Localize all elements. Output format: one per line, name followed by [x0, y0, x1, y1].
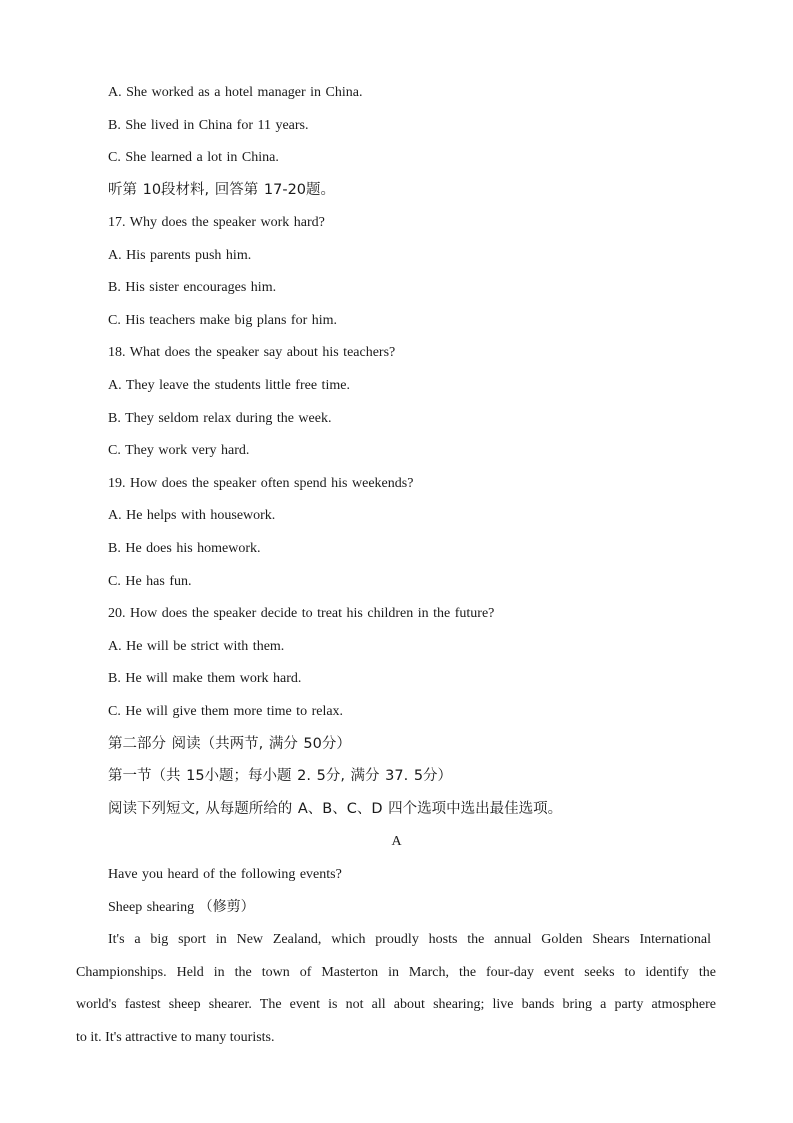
- option-18b: B. They seldom relax during the week.: [108, 411, 332, 426]
- option-18c: C. They work very hard.: [108, 443, 250, 458]
- option-19b: B. He does his homework.: [108, 541, 261, 556]
- part2-heading: 第二部分 阅读（共两节, 满分 50分）: [108, 736, 351, 752]
- option-17c: C. His teachers make big plans for him.: [108, 313, 338, 328]
- option-16b: B. She lived in China for 11 years.: [108, 118, 309, 133]
- option-17b: B. His sister encourages him.: [108, 280, 277, 295]
- paragraph-line-1: It's a big sport in New Zealand, which proudly hosts the annual Golden Shears International: [108, 932, 711, 947]
- option-17a: A. His parents push him.: [108, 248, 252, 263]
- option-16a: A. She worked as a hotel manager in China.: [108, 85, 363, 100]
- option-20c: C. He will give them more time to relax.: [108, 704, 344, 719]
- passage-intro: Have you heard of the following events?: [108, 867, 342, 882]
- reading-instruction: 阅读下列短文, 从每题所给的 A、B、C、D 四个选项中选出最佳选项。: [108, 801, 563, 817]
- option-19a: A. He helps with housework.: [108, 508, 276, 523]
- paragraph-line-2: Championships. Held in the town of Masterton in March, the four-day event seeks to identify the: [76, 965, 716, 980]
- option-19c: C. He has fun.: [108, 574, 192, 589]
- question-19: 19. How does the speaker often spend his weekends?: [108, 476, 414, 491]
- option-20a: A. He will be strict with them.: [108, 639, 285, 654]
- option-20b: B. He will make them work hard.: [108, 671, 302, 686]
- event-title: Sheep shearing （修剪）: [108, 900, 255, 915]
- paragraph-line-4: to it. It's attractive to many tourists.: [76, 1030, 275, 1045]
- question-20: 20. How does the speaker decide to treat his children in the future?: [108, 606, 495, 621]
- passage-letter: A: [391, 834, 402, 849]
- option-18a: A. They leave the students little free time.: [108, 378, 350, 393]
- question-17: 17. Why does the speaker work hard?: [108, 215, 325, 230]
- option-16c: C. She learned a lot in China.: [108, 150, 279, 165]
- section-10-instruction: 听第 10段材料, 回答第 17-20题。: [108, 182, 336, 198]
- question-18: 18. What does the speaker say about his teachers?: [108, 345, 396, 360]
- paragraph-line-3: world's fastest sheep shearer. The event is not all about shearing; live bands bring a party atmosphere: [76, 997, 716, 1012]
- section1-heading: 第一节（共 15小题；每小题 2. 5分, 满分 37. 5分）: [108, 768, 453, 784]
